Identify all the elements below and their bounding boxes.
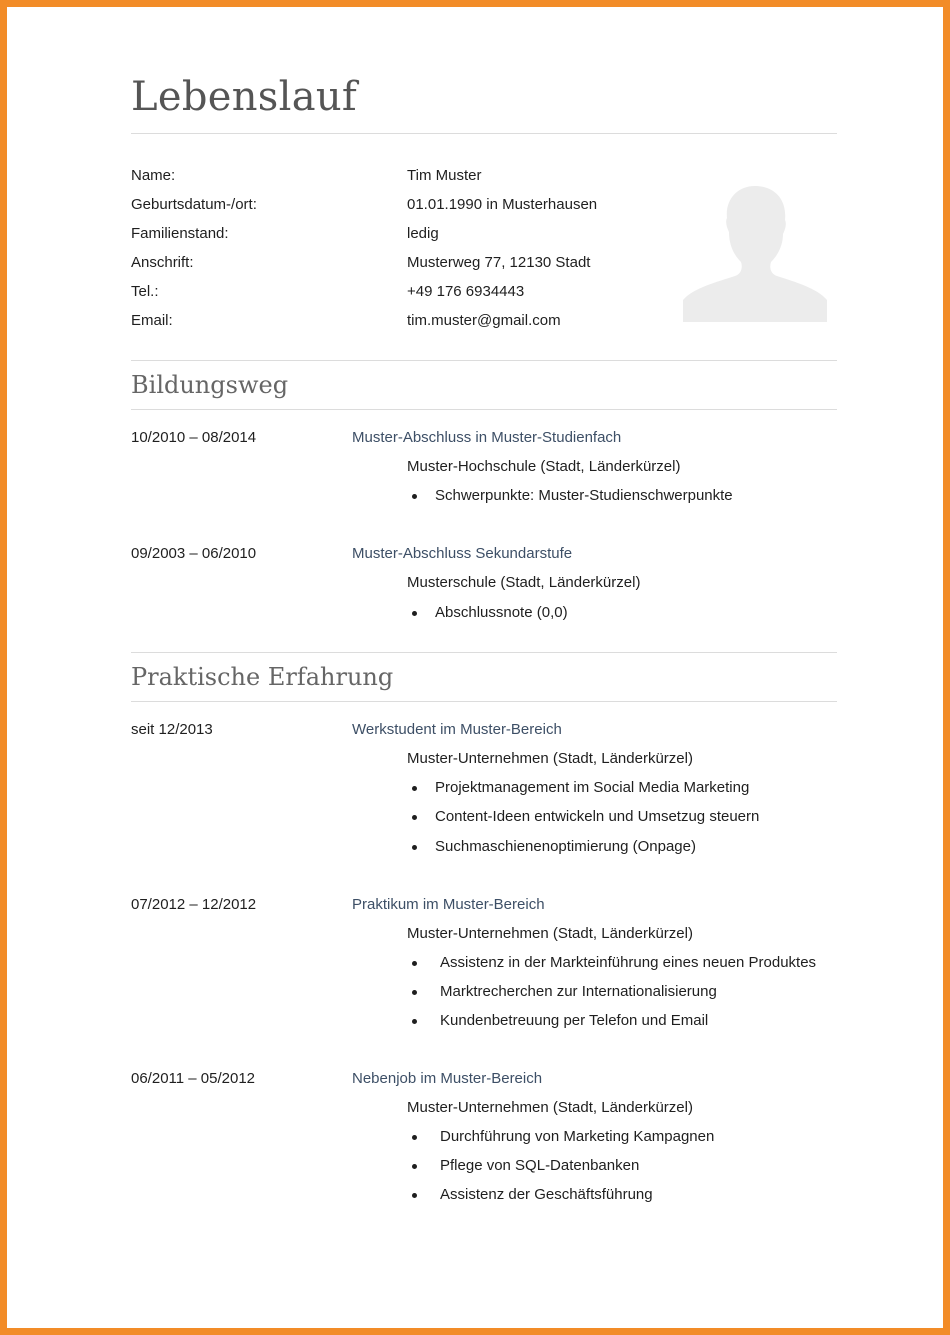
bullet-marker: [412, 1193, 417, 1198]
bullet-marker: [412, 961, 417, 966]
value-birth: 01.01.1990 in Musterhausen: [407, 196, 598, 213]
experience-task: Assistenz in der Markteinführung eines neuen Produktes: [440, 954, 817, 971]
value-marital-status: ledig: [407, 225, 439, 242]
label-phone: Tel.:: [131, 283, 159, 300]
bullet-marker: [412, 990, 417, 995]
education-degree: Muster-Abschluss Sekundarstufe: [352, 545, 573, 562]
experience-task: Marktrecherchen zur Internationalisierung: [440, 983, 717, 1000]
experience-date: seit 12/2013: [131, 721, 213, 738]
section-title-experience: Praktische Erfahrung: [131, 663, 394, 691]
experience-task: Durchführung von Marketing Kampagnen: [440, 1128, 715, 1145]
bullet-marker: [412, 845, 417, 850]
bullet-marker: [412, 815, 417, 820]
experience-company: Muster-Unternehmen (Stadt, Länderkürzel): [407, 750, 693, 767]
experience-company: Muster-Unternehmen (Stadt, Länderkürzel): [407, 1099, 693, 1116]
label-marital-status: Familienstand:: [131, 225, 229, 242]
label-name: Name:: [131, 167, 176, 184]
value-name: Tim Muster: [407, 167, 482, 184]
value-phone: +49 176 6934443: [407, 283, 525, 300]
education-date: 09/2003 – 06/2010: [131, 545, 257, 562]
experience-position: Werkstudent im Muster-Bereich: [352, 721, 562, 738]
label-address: Anschrift:: [131, 254, 194, 271]
experience-position: Praktikum im Muster-Bereich: [352, 896, 545, 913]
education-institution: Muster-Hochschule (Stadt, Länderkürzel): [407, 458, 681, 475]
bullet-marker: [412, 1135, 417, 1140]
experience-task: Kundenbetreuung per Telefon und Email: [440, 1012, 709, 1029]
experience-date: 06/2011 – 05/2012: [131, 1070, 256, 1087]
bullet-marker: [412, 786, 417, 791]
label-birth: Geburtsdatum-/ort:: [131, 196, 257, 213]
experience-task: Assistenz der Geschäftsführung: [440, 1186, 653, 1203]
experience-position: Nebenjob im Muster-Bereich: [352, 1070, 543, 1087]
education-date: 10/2010 – 08/2014: [131, 429, 257, 446]
education-end-divider: [131, 652, 837, 653]
experience-task: Suchmaschienenoptimierung (Onpage): [435, 838, 696, 855]
education-divider: [131, 409, 837, 410]
education-institution: Musterschule (Stadt, Länderkürzel): [407, 574, 641, 591]
experience-divider: [131, 701, 837, 702]
experience-task: Pflege von SQL-Datenbanken: [440, 1157, 640, 1174]
value-email: tim.muster@gmail.com: [407, 312, 561, 329]
experience-task: Content-Ideen entwickeln und Umsetzug steuern: [435, 808, 760, 825]
section-title-education: Bildungsweg: [131, 371, 289, 399]
personal-divider: [131, 360, 837, 361]
bullet-marker: [412, 494, 417, 499]
bullet-marker: [412, 611, 417, 616]
title-divider: [131, 133, 837, 134]
experience-company: Muster-Unternehmen (Stadt, Länderkürzel): [407, 925, 693, 942]
education-degree: Muster-Abschluss in Muster-Studienfach: [352, 429, 622, 446]
value-address: Musterweg 77, 12130 Stadt: [407, 254, 591, 271]
experience-task: Projektmanagement im Social Media Marketing: [435, 779, 750, 796]
document-title: Lebenslauf: [131, 74, 358, 120]
bullet-marker: [412, 1019, 417, 1024]
person-silhouette-icon: [683, 182, 827, 322]
profile-photo-placeholder: [683, 182, 827, 322]
label-email: Email:: [131, 312, 173, 329]
education-detail: Schwerpunkte: Muster-Studienschwerpunkte: [435, 487, 733, 504]
bullet-marker: [412, 1164, 417, 1169]
experience-date: 07/2012 – 12/2012: [131, 896, 257, 913]
education-detail: Abschlussnote (0,0): [435, 604, 568, 621]
